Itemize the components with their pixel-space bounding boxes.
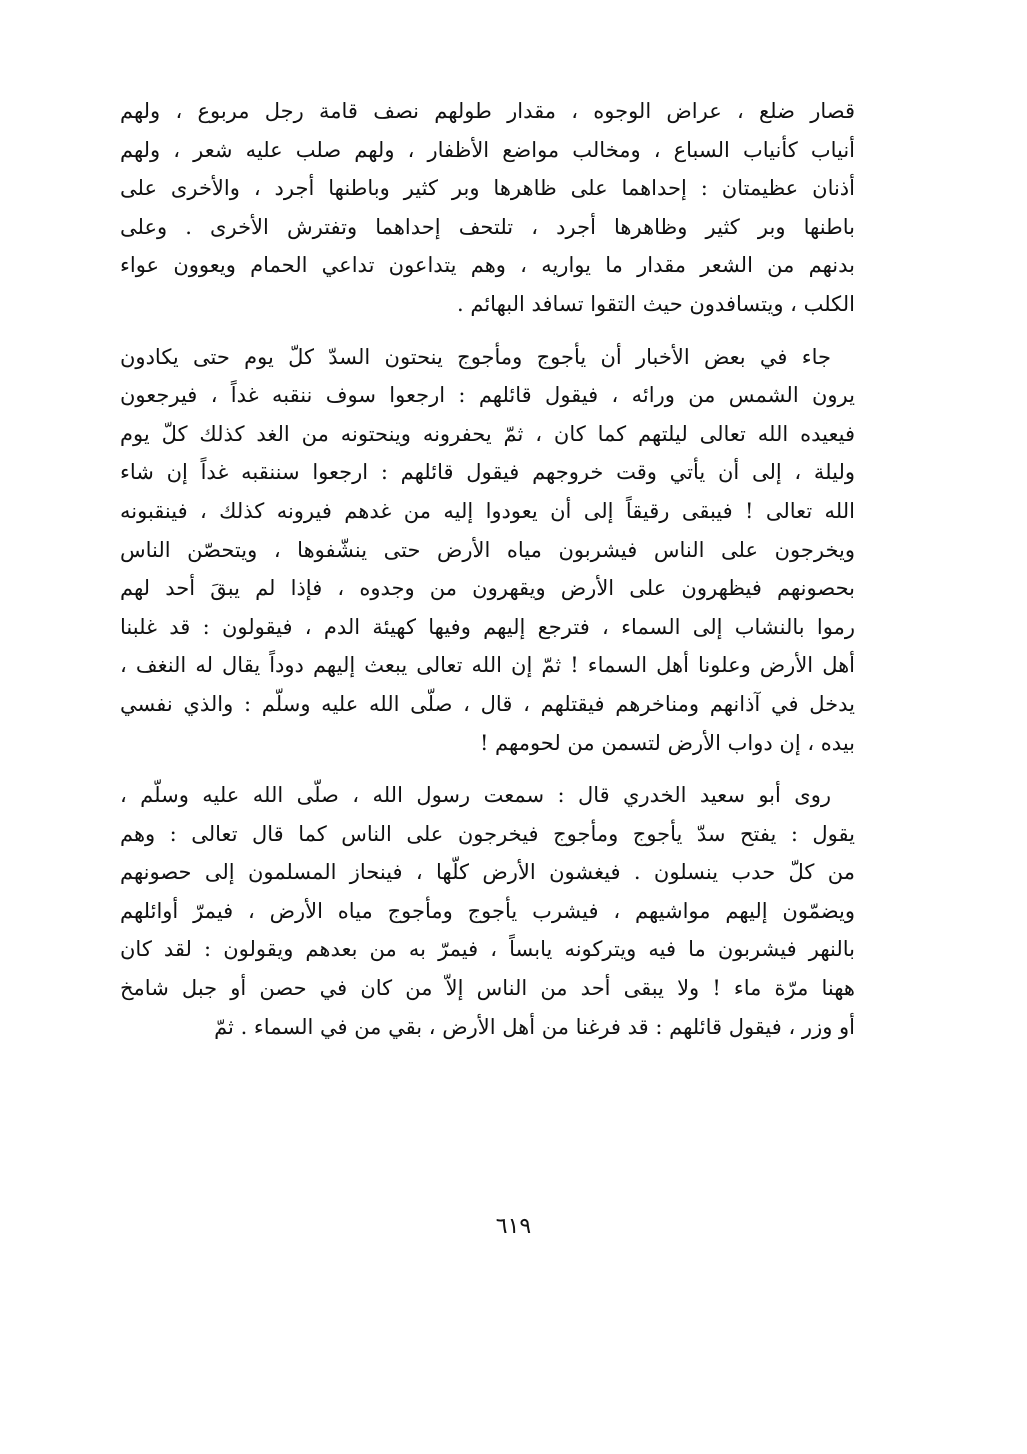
text-line: ههنا مرّة ماء ! ولا يبقى أحد من الناس إلاّ من كان في حصن أو جبل شامخ	[120, 976, 855, 1001]
text-line: يدخل في آذانهم ومناخرهم فيقتلهم ، قال ، صلّى الله عليه وسلّم : والذي نفسي	[120, 691, 855, 716]
paragraph	[120, 92, 855, 324]
text-line: ويخرجون على الناس فيشربون مياه الأرض حتى ينشّفوها ، ويتحصّن الناس	[120, 537, 855, 562]
text-line: روى أبو سعيد الخدري قال : سمعت رسول الله ، صلّى الله عليه وسلّم ،	[120, 783, 831, 808]
body-text	[120, 92, 855, 1046]
text-line: بحصونهم فيظهرون على الأرض ويقهرون من وجدوه ، فإذا لم يبقَ أحد لهم	[120, 576, 855, 601]
text-line: قصار ضلع ، عراض الوجوه ، مقدار طولهم نصف قامة رجل مربوع ، ولهم	[120, 99, 855, 123]
paragraph	[120, 776, 855, 1046]
text-line: من كلّ حدب ينسلون . فيغشون الأرض كلّها ، فينحاز المسلمون إلى حصونهم	[120, 860, 855, 885]
text-line: بيده ، إن دواب الأرض لتسمن من لحومهم !	[479, 730, 855, 755]
text-line: يقول : يفتح سدّ يأجوج ومأجوج فيخرجون على الناس كما قال تعالى : وهم	[120, 821, 855, 846]
text-line: رموا بالنشاب إلى السماء ، فترجع إليهم وفيها كهيئة الدم ، فيقولون : قد غلبنا	[120, 614, 855, 639]
text-line: فيعيده الله تعالى ليلتهم كما كان ، ثمّ يحفرونه وينحتونه من الغد كذلك كلّ يوم	[120, 421, 855, 446]
page-number: ٦١٩	[495, 1214, 532, 1239]
text-line: الكلب ، ويتسافدون حيث التقوا تسافد البهائم .	[457, 291, 855, 316]
paragraph-gap	[120, 762, 855, 776]
text-line: أنياب كأنياب السباع ، ومخالب مواضع الأظفار ، ولهم صلب عليه شعر ، ولهم	[120, 137, 855, 162]
text-line: الله تعالى ! فيبقى رقيقاً إلى أن يعودوا إليه من غدهم فيرونه كذلك ، فينقبونه	[120, 498, 855, 523]
text-line: أذنان عظيمتان : إحداهما على ظاهرها وبر كثير وباطنها أجرد ، والأخرى على	[120, 176, 855, 201]
text-line: أهل الأرض وعلونا أهل السماء ! ثمّ إن الله تعالى يبعث إليهم دوداً يقال له النغف ،	[120, 653, 855, 678]
text-line: باطنها وبر كثير وظاهرها أجرد ، تلتحف إحداهما وتفترش الأخرى . وعلى	[120, 214, 855, 239]
text-line: جاء في بعض الأخبار أن يأجوج ومأجوج ينحتون السدّ كلّ يوم حتى يكادون	[120, 344, 831, 369]
text-line: بدنهم من الشعر مقدار ما يواريه ، وهم يتداعون تداعي الحمام ويعوون عواء	[120, 253, 855, 278]
text-line: بالنهر فيشربون ما فيه ويتركونه يابساً ، فيمرّ به من بعدهم ويقولون : لقد كان	[120, 937, 855, 962]
paragraph-gap	[120, 324, 855, 338]
text-line: يرون الشمس من ورائه ، فيقول قائلهم : ارجعوا سوف ننقبه غداً ، فيرجعون	[120, 383, 855, 408]
paragraph	[120, 338, 855, 763]
text-line: وليلة ، إلى أن يأتي وقت خروجهم فيقول قائلهم : ارجعوا سننقبه غداً إن شاء	[120, 460, 855, 485]
text-line: أو وزر ، فيقول قائلهم : قد فرغنا من أهل الأرض ، بقي من في السماء . ثمّ	[214, 1014, 855, 1039]
text-line: ويضمّون إليهم مواشيهم ، فيشرب يأجوج ومأجوج مياه الأرض ، فيمرّ أوائلهم	[120, 898, 855, 923]
